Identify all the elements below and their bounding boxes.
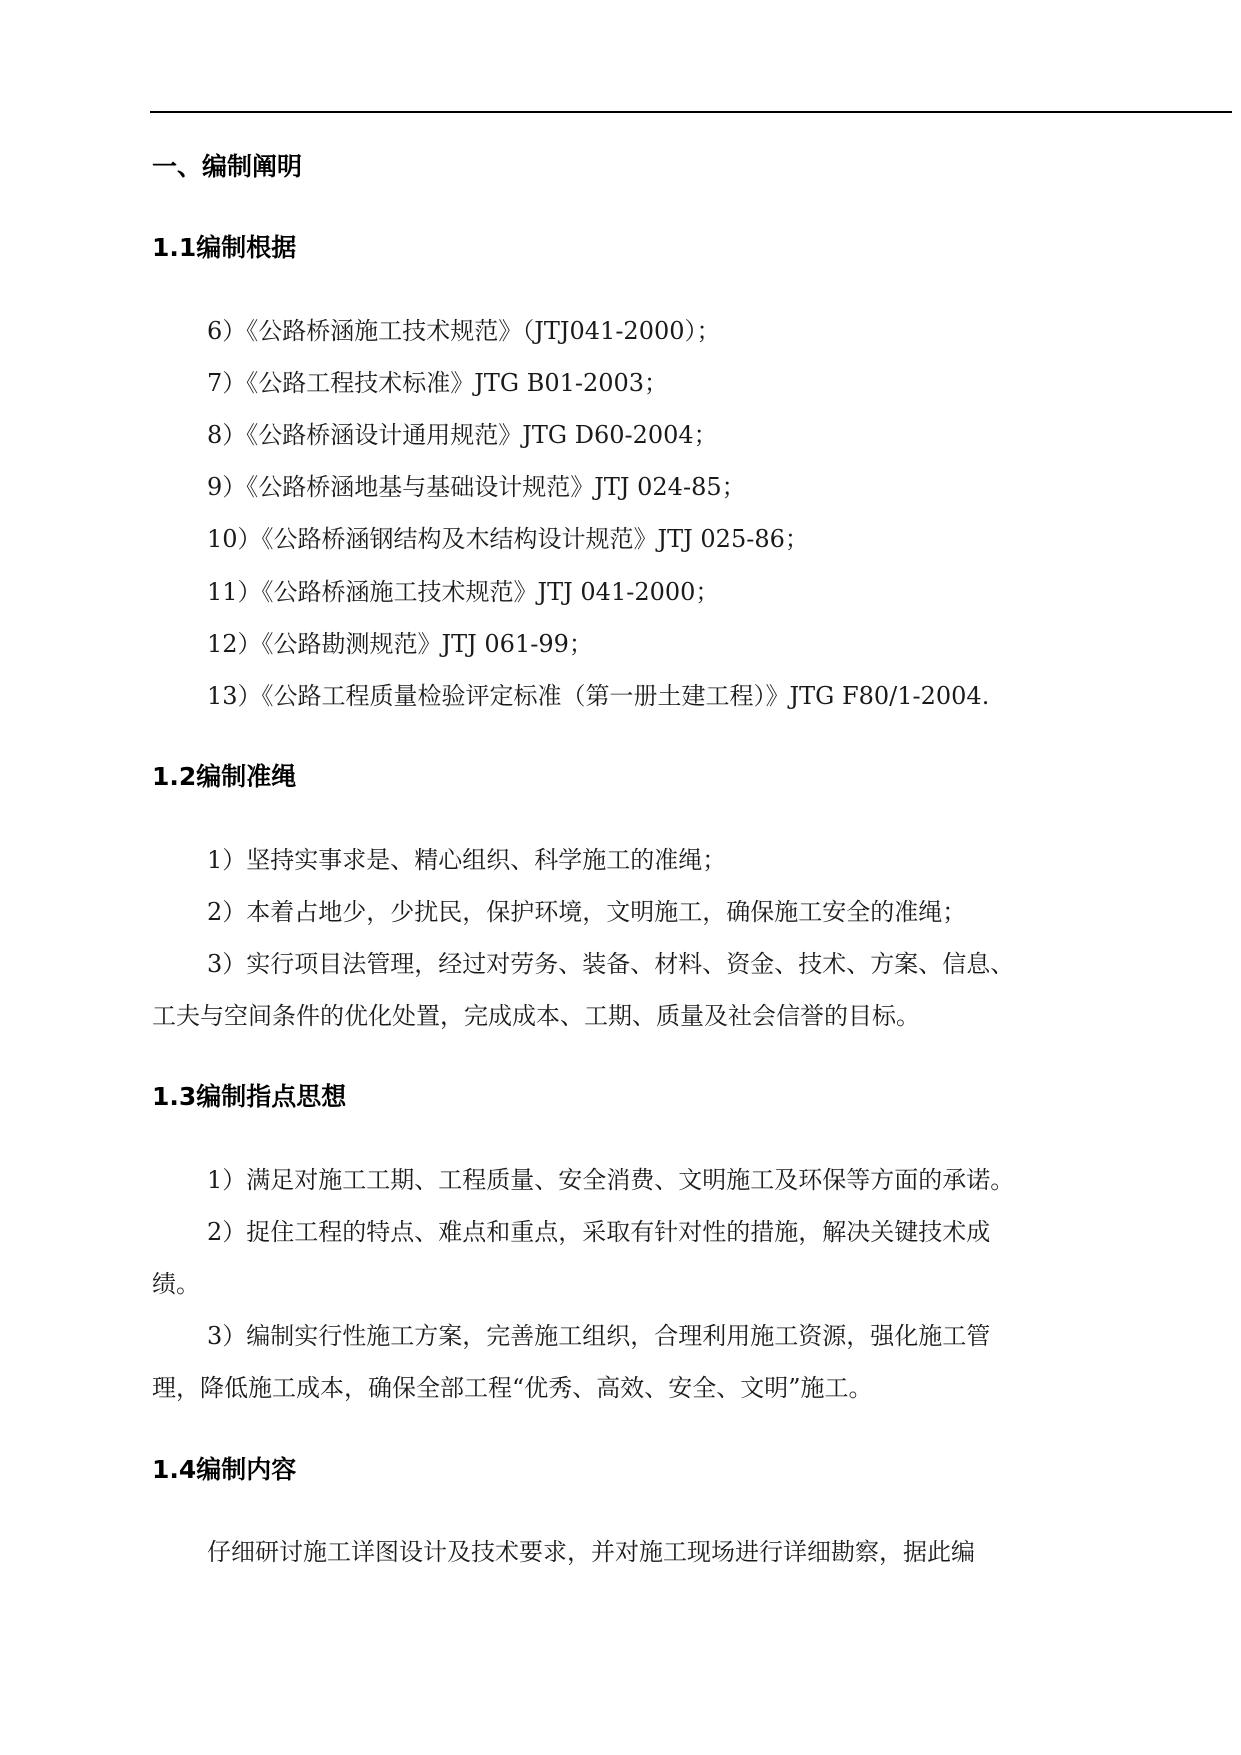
reference-item: 11）《公路桥涵施工技术规范》JTJ 041-2000； xyxy=(207,578,720,606)
heading-1-3: 1.3编制指点思想 xyxy=(152,1082,347,1111)
reference-item: 9）《公路桥涵地基与基础设计规范》JTJ 024-85； xyxy=(207,473,746,501)
section-title: 一、编制阐明 xyxy=(152,152,303,181)
paragraph: 2）捉住工程的特点、难点和重点，采取有针对性的措施，解决关键技术成 xyxy=(207,1218,991,1246)
header-rule xyxy=(150,111,1232,113)
reference-item: 13）《公路工程质量检验评定标准（第一册土建工程）》JTG F80/1-2004. xyxy=(207,682,990,710)
paragraph: 仔细研讨施工详图设计及技术要求，并对施工现场进行详细勘察，据此编 xyxy=(207,1538,975,1566)
paragraph: 3）编制实行性施工方案，完善施工组织，合理利用施工资源，强化施工管 xyxy=(207,1322,991,1350)
paragraph: 1）满足对施工工期、工程质量、安全消费、文明施工及环保等方面的承诺。 xyxy=(207,1166,1015,1194)
paragraph: 2）本着占地少，少扰民，保护环境，文明施工，确保施工安全的准绳； xyxy=(207,898,967,926)
paragraph: 3）实行项目法管理，经过对劳务、装备、材料、资金、技术、方案、信息、 xyxy=(207,950,1015,978)
paragraph: 1）坚持实事求是、精心组织、科学施工的准绳； xyxy=(207,846,727,874)
heading-1-1: 1.1编制根据 xyxy=(152,233,297,262)
paragraph-continuation: 理，降低施工成本，确保全部工程“优秀、高效、安全、文明”施工。 xyxy=(152,1374,873,1402)
reference-item: 12）《公路勘测规范》JTJ 061-99； xyxy=(207,630,593,658)
reference-item: 6）《公路桥涵施工技术规范》（JTJ041-2000）； xyxy=(207,317,721,345)
reference-item: 8）《公路桥涵设计通用规范》JTG D60-2004； xyxy=(207,421,718,449)
reference-item: 10）《公路桥涵钢结构及木结构设计规范》JTJ 025-86； xyxy=(207,525,809,553)
reference-item: 7）《公路工程技术标准》JTG B01-2003； xyxy=(207,369,669,397)
paragraph-continuation: 工夫与空间条件的优化处置，完成成本、工期、质量及社会信誉的目标。 xyxy=(152,1002,920,1030)
heading-1-4: 1.4编制内容 xyxy=(152,1455,297,1484)
paragraph-continuation: 绩。 xyxy=(152,1270,200,1298)
heading-1-2: 1.2编制准绳 xyxy=(152,762,297,791)
